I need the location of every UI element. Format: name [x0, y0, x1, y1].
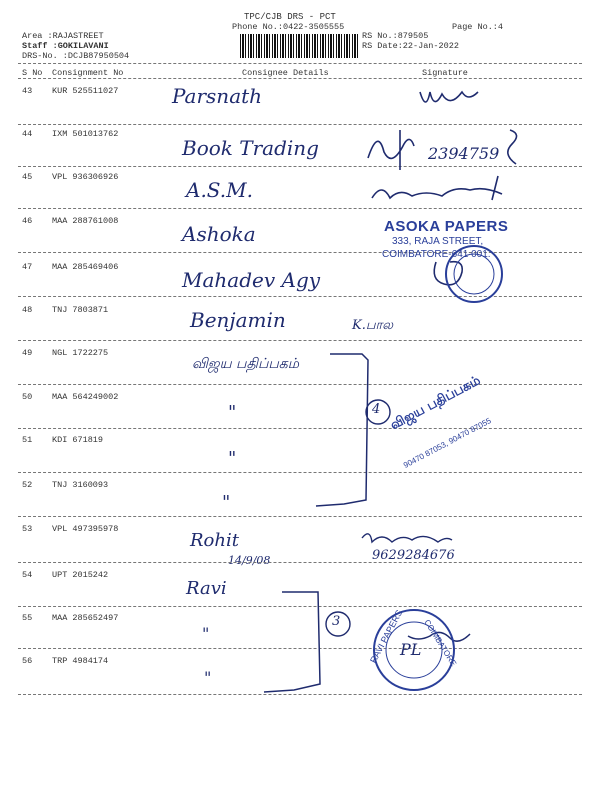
row-sno: 48	[22, 305, 33, 315]
row-consignee: Ravi	[186, 578, 227, 599]
row-sno: 55	[22, 613, 33, 623]
col-consignment: Consignment No	[52, 68, 124, 78]
row-consignment: NGL 1722275	[52, 348, 109, 358]
bracket-rows-54-56	[264, 592, 320, 692]
signature-scribble	[362, 534, 452, 542]
row-consignee: "	[202, 624, 210, 643]
row-consignment: MAA 285469406	[52, 262, 119, 272]
row-consignee: A.S.M.	[186, 178, 253, 202]
page-number: Page No.:4	[452, 22, 504, 32]
bracket-rows-49-52	[316, 354, 368, 506]
row-sno: 44	[22, 129, 33, 139]
row-consignee: "	[228, 402, 237, 423]
rs-number: RS No.:879505	[362, 31, 429, 41]
row-consignment: TNJ 3160093	[52, 480, 109, 490]
asoka-stamp-address-1: 333, RAJA STREET,	[392, 236, 484, 247]
row-sno: 56	[22, 656, 33, 666]
row-consignment: VPL 497395978	[52, 524, 119, 534]
col-signature: Signature	[422, 68, 468, 78]
row-consignee: "	[228, 448, 237, 469]
row-consignee: Book Trading	[182, 136, 319, 160]
row-consignee: விஜய பதிப்பகம்	[192, 356, 300, 372]
staff: Staff :GOKILAVANI	[22, 41, 109, 51]
row-consignee: Benjamin	[190, 308, 286, 332]
asoka-stamp-address-2: COIMBATORE-641 001.	[382, 249, 491, 260]
handwritten-signature-56: PL	[400, 640, 422, 659]
row-consignment: MAA 288761008	[52, 216, 119, 226]
vijaya-stamp-phone: 90470 87053, 90470 87055	[402, 416, 493, 470]
row-consignment: MAA 564249002	[52, 392, 119, 402]
row-consignee: Rohit	[190, 530, 239, 551]
row-sno: 47	[22, 262, 33, 272]
row-consignee: Ashoka	[182, 222, 256, 246]
row-consignee: "	[222, 492, 231, 513]
vijaya-stamp-name: விஜய பதிப்பகம்	[388, 373, 484, 434]
report-title: TPC/CJB DRS - PCT	[244, 12, 336, 22]
row-sno: 45	[22, 172, 33, 182]
signature-scribble	[372, 176, 502, 200]
signature-scribble	[420, 92, 478, 102]
row-consignment: IXM 501013762	[52, 129, 119, 139]
row-consignment: TNJ 7803871	[52, 305, 109, 315]
area: Area :RAJASTREET	[22, 31, 104, 41]
row-consignee: Parsnath	[172, 84, 263, 108]
row-sno: 51	[22, 435, 33, 445]
row-consignment: TRP 4984174	[52, 656, 109, 666]
drs-number: DRS-No. :DCJB87950504	[22, 51, 130, 61]
count-b: 3	[332, 614, 341, 629]
row-sno: 49	[22, 348, 33, 358]
phone-number: Phone No.:0422-3505555	[232, 22, 345, 32]
handwritten-phone-53: 9629284676	[372, 548, 455, 563]
row-sno: 54	[22, 570, 33, 580]
signature-scribble	[368, 130, 414, 170]
asoka-stamp-name: ASOKA PAPERS	[384, 218, 509, 235]
handwritten-date-53: 14/9/08	[228, 554, 271, 567]
row-sno: 52	[22, 480, 33, 490]
count-a: 4	[372, 402, 381, 417]
handwritten-phone-44: 2394759	[428, 144, 500, 163]
ravi-stamp-city: COIMBATORE	[422, 618, 459, 668]
row-consignment: KDI 671819	[52, 435, 104, 445]
ravi-stamp-name: RAVI PAPERS	[368, 608, 405, 665]
row-consignee: Mahadev Agy	[182, 268, 321, 292]
asoka-round-stamp-inner	[454, 254, 494, 294]
row-sno: 43	[22, 86, 33, 96]
handwritten-signature-48: K.பால	[352, 318, 394, 333]
row-consignment: VPL 936306926	[52, 172, 119, 182]
col-sno: S No	[22, 68, 43, 78]
row-sno: 50	[22, 392, 33, 402]
row-consignment: KUR 525511027	[52, 86, 119, 96]
row-sno: 46	[22, 216, 33, 226]
row-consignment: UPT 2015242	[52, 570, 109, 580]
row-sno: 53	[22, 524, 33, 534]
rs-date: RS Date:22-Jan-2022	[362, 41, 459, 51]
row-consignee: "	[204, 668, 212, 687]
col-consignee: Consignee Details	[242, 68, 329, 78]
signature-scribble	[508, 130, 517, 164]
row-consignment: MAA 285652497	[52, 613, 119, 623]
